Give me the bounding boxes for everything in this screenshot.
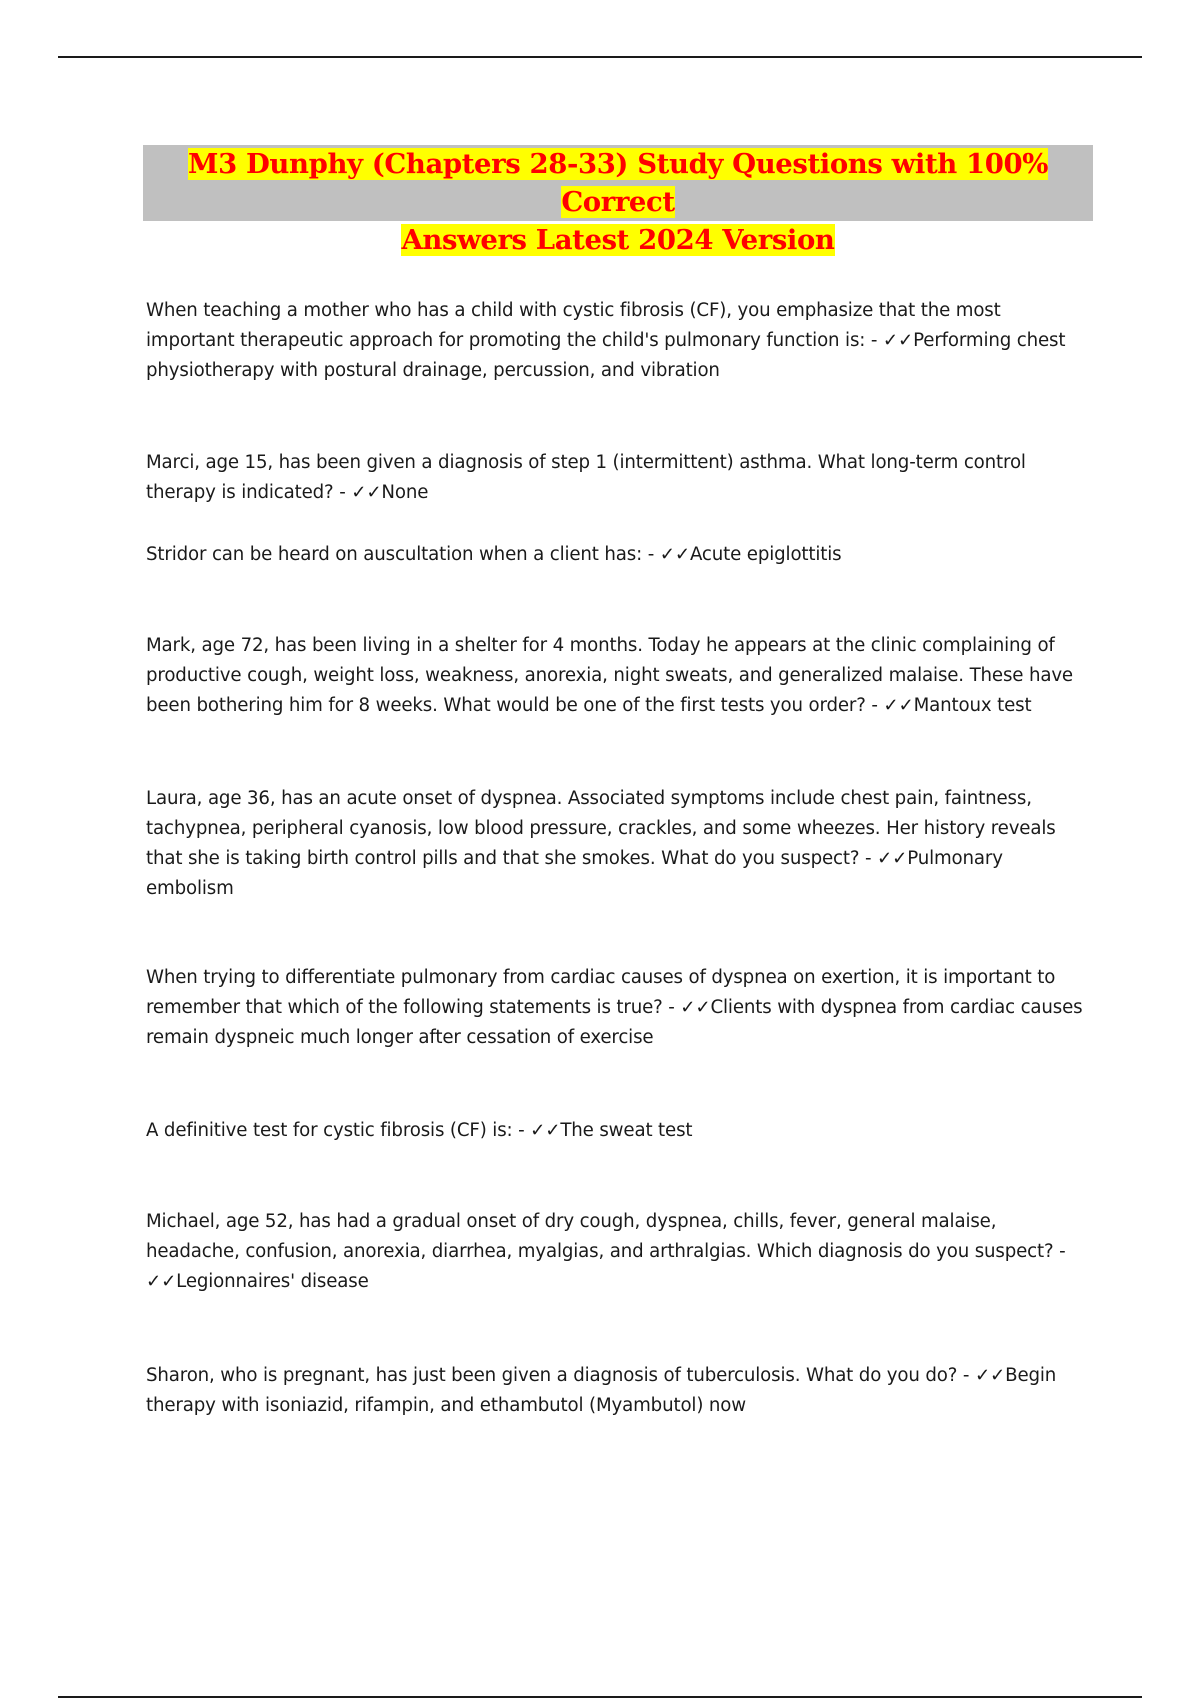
document-title-banner bbox=[143, 145, 1093, 256]
question-item-7: A definitive test for cystic fibrosis (CF) is: - ✓✓The sweat test bbox=[146, 1120, 693, 1142]
bottom-rule bbox=[58, 1696, 1142, 1698]
document-title-line-1: M3 Dunphy (Chapters 28-33) Study Questions with 100% Correct bbox=[188, 148, 1048, 218]
question-item-6: When trying to differentiate pulmonary from cardiac causes of dyspnea on exertion, it is important to remember that which of the following statements is true? - ✓✓Clients with dyspnea from cardiac causes remain dyspneic much longer after cessation of exercise bbox=[146, 967, 1083, 1049]
top-rule bbox=[58, 56, 1142, 58]
question-item-9: Sharon, who is pregnant, has just been given a diagnosis of tuberculosis. What do you do? - ✓✓Begin therapy with isoniazid, rifampin, and ethambutol (Myambutol) now bbox=[146, 1365, 1057, 1417]
question-item-1: When teaching a mother who has a child with cystic fibrosis (CF), you emphasize that the most important therapeutic approach for promoting the child's pulmonary function is: - ✓✓Performing chest physiotherapy with postural drainage, percussion, and vibration bbox=[146, 300, 1066, 382]
question-item-2: Marci, age 15, has been given a diagnosis of step 1 (intermittent) asthma. What long-term control therapy is indicated? - ✓✓None bbox=[146, 452, 1026, 504]
document-title-line-2: Answers Latest 2024 Version bbox=[401, 224, 835, 256]
question-item-3: Stridor can be heard on auscultation when a client has: - ✓✓Acute epiglottitis bbox=[146, 544, 842, 566]
question-item-4: Mark, age 72, has been living in a shelter for 4 months. Today he appears at the clinic complaining of productive cough, weight loss, weakness, anorexia, night sweats, and generalized malaise. These have been bothering him for 8 weeks. What would be one of the first tests you order? - ✓✓Mantoux test bbox=[146, 635, 1073, 717]
question-item-5: Laura, age 36, has an acute onset of dyspnea. Associated symptoms include chest pain, faintness, tachypnea, peripheral cyanosis, low blood pressure, crackles, and some wheezes. Her history reveals that she is taking birth control pills and that she smokes. What do you suspect? - ✓✓Pulmonary embolism bbox=[146, 788, 1056, 900]
question-item-8: Michael, age 52, has had a gradual onset of dry cough, dyspnea, chills, fever, general malaise, headache, confusion, anorexia, diarrhea, myalgias, and arthralgias. Which diagnosis do you suspect? - ✓✓Legionnaires' disease bbox=[146, 1211, 1066, 1293]
